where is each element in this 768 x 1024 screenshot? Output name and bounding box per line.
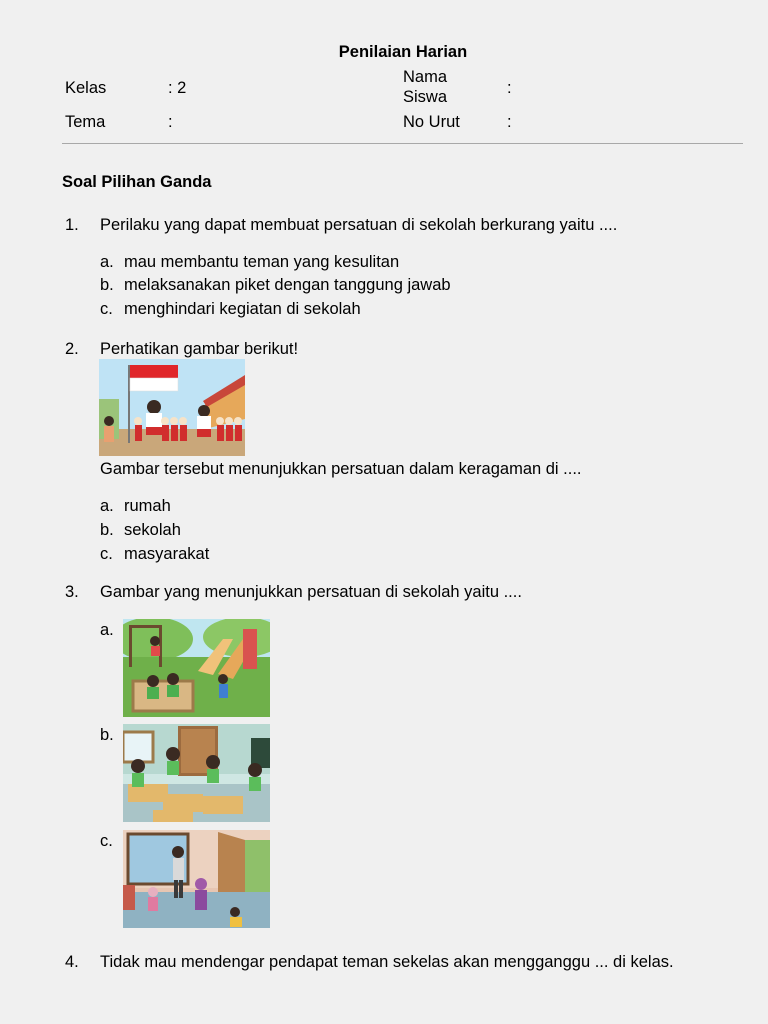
section-title: Soal Pilihan Ganda [62, 173, 212, 191]
nama-value: : [507, 79, 512, 97]
nourut-value: : [507, 113, 512, 131]
tema-value: : [168, 113, 173, 131]
question-text: Tidak mau mendengar pendapat teman sekelas akan mengganggu ... di kelas. [100, 953, 674, 971]
option-text: menghindari kegiatan di sekolah [124, 300, 361, 318]
option-letter: b. [100, 726, 114, 744]
nama-label-line2: Siswa [403, 88, 448, 106]
option-letter: a. [100, 621, 114, 639]
question-followup-text: Gambar tersebut menunjukkan persatuan dalam keragaman di .... [100, 460, 582, 478]
option-letter: a. [100, 253, 114, 271]
question-number: 4. [65, 953, 79, 971]
option-letter: a. [100, 497, 114, 515]
kelas-label: Kelas [65, 79, 107, 97]
option-text: masyarakat [124, 545, 210, 563]
option-letter: c. [100, 832, 113, 850]
page-title: Penilaian Harian [338, 43, 468, 61]
option-letter: b. [100, 521, 114, 539]
flag-ceremony-illustration [99, 359, 245, 456]
nama-label-line1: Nama [403, 68, 448, 86]
question-text: Perilaku yang dapat membuat persatuan di sekolah berkurang yaitu .... [100, 216, 618, 234]
option-text: mau membantu teman yang kesulitan [124, 253, 400, 271]
tema-label: Tema [65, 113, 106, 131]
playground-illustration [123, 619, 270, 717]
question-text: Perhatikan gambar berikut! [100, 340, 299, 358]
option-text: rumah [124, 497, 171, 515]
option-letter: b. [100, 276, 114, 294]
question-number: 3. [65, 583, 79, 601]
nourut-label: No Urut [403, 113, 460, 131]
option-letter: c. [100, 300, 113, 318]
option-letter: c. [100, 545, 113, 563]
room-cleaning-illustration [123, 830, 270, 928]
question-number: 2. [65, 340, 79, 358]
header-divider [62, 143, 743, 144]
classroom-cleaning-illustration [123, 724, 270, 822]
option-text: melaksanakan piket dengan tanggung jawab [124, 276, 451, 294]
question-text: Gambar yang menunjukkan persatuan di sekolah yaitu .... [100, 583, 522, 601]
option-text: sekolah [124, 521, 181, 539]
question-number: 1. [65, 216, 79, 234]
kelas-value: : 2 [168, 79, 187, 97]
